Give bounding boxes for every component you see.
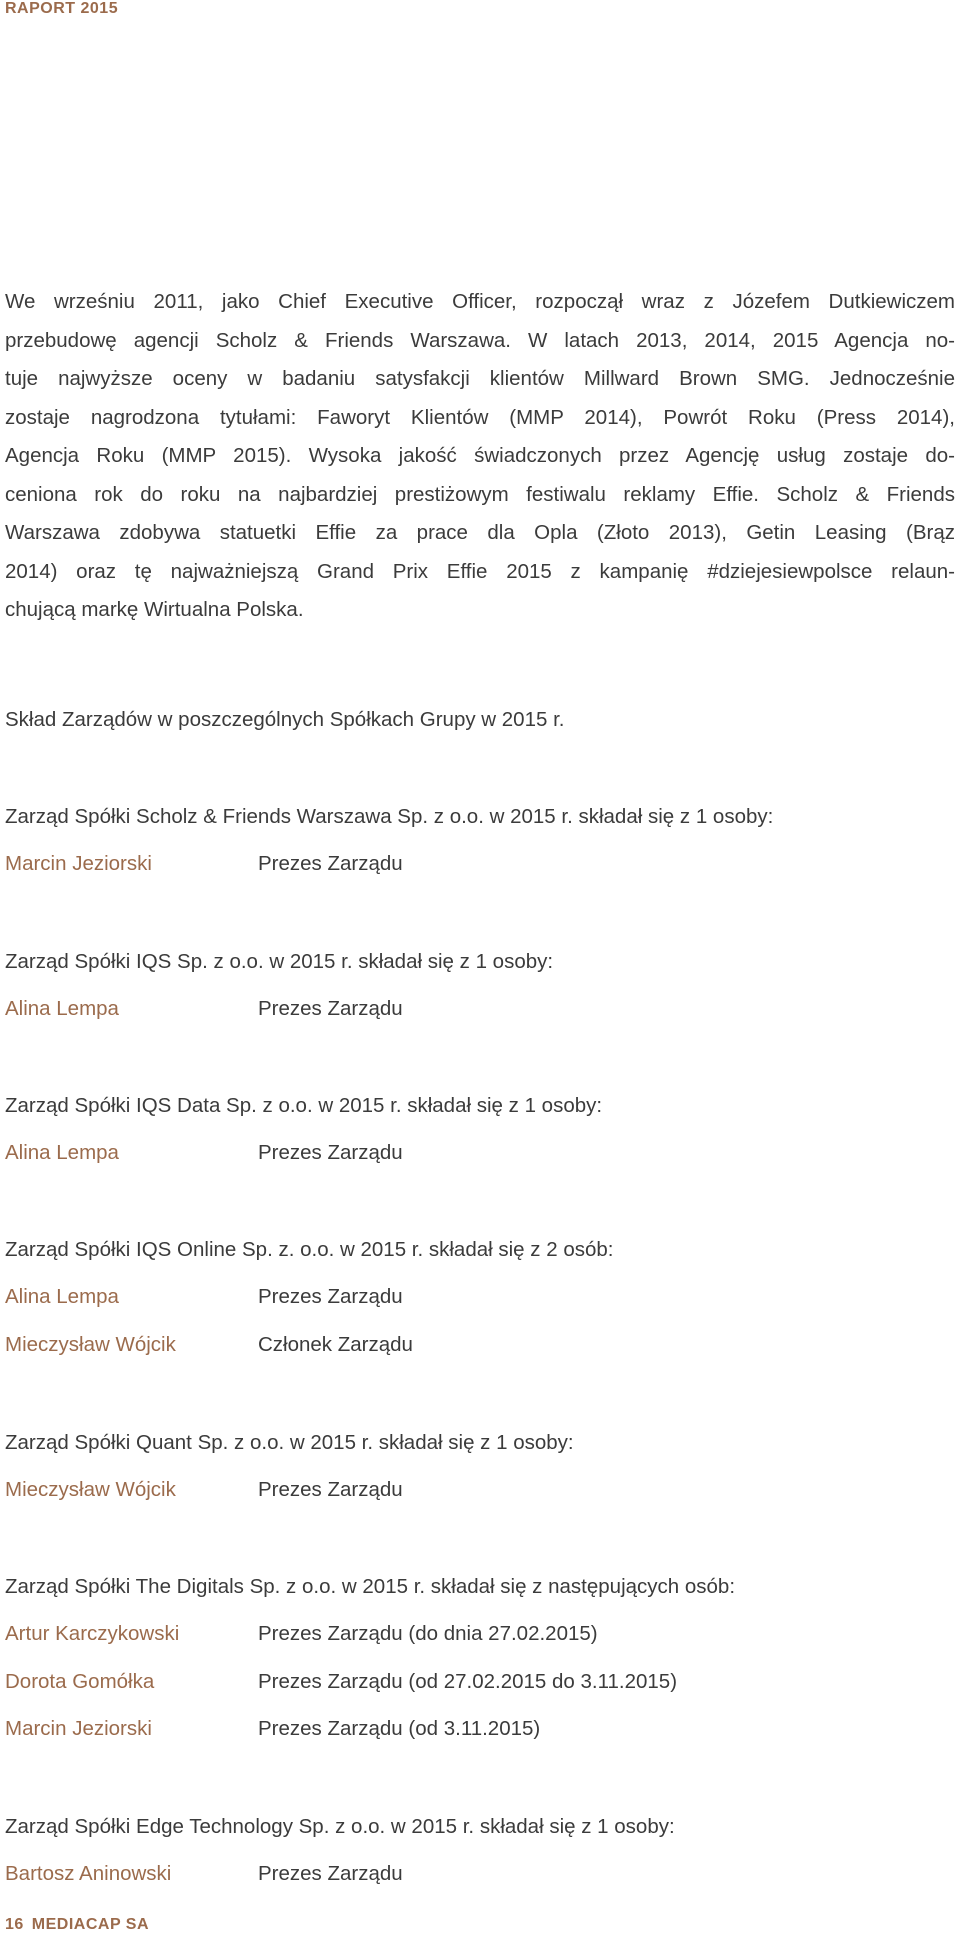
intro-paragraph [5,283,955,630]
member-role: Prezes Zarządu [258,1862,403,1885]
member-role: Prezes Zarządu [258,1285,403,1308]
intro-line: tuje najwyższe oceny w badaniu satysfakcji klientów Millward Brown SMG. Jednocześnie [5,367,955,390]
intro-line: Agencja Roku (MMP 2015). Wysoka jakość świadczonych przez Agencję usług zostaje do- [5,444,955,467]
board-title: Zarząd Spółki IQS Data Sp. z o.o. w 2015 r. składał się z 1 osoby: [5,1094,603,1117]
page-footer [5,1916,149,1934]
member-name: Dorota Gomółka [5,1670,155,1693]
member-role: Prezes Zarządu (do dnia 27.02.2015) [258,1622,598,1645]
member-role: Prezes Zarządu (od 27.02.2015 do 3.11.2015) [258,1670,678,1693]
report-header: RAPORT 2015 [5,0,119,17]
intro-line: 2014) oraz tę najważniejszą Grand Prix Effie 2015 z kampanię #dziejesiewpolsce relaun- [5,559,955,583]
member-name: Alina Lempa [5,997,119,1020]
board-title: Zarząd Spółki Quant Sp. z o.o. w 2015 r. składał się z 1 osoby: [5,1431,574,1454]
member-name: Marcin Jeziorski [5,1717,152,1740]
intro-line: Warszawa zdobywa statuetki Effie za prace dla Opla (Złoto 2013), Getin Leasing (Brąz [5,521,955,544]
member-role: Prezes Zarządu [258,1141,403,1164]
intro-line: przebudowę agencji Scholz & Friends Warszawa. W latach 2013, 2014, 2015 Agencja no- [5,328,955,352]
member-name: Artur Karczykowski [5,1622,180,1645]
intro-line: zostaje nagrodzona tytułami: Faworyt Klientów (MMP 2014), Powrót Roku (Press 2014), [5,405,955,429]
member-role: Członek Zarządu [258,1333,413,1356]
intro-line: ceniona rok do roku na najbardziej prestiżowym festiwalu reklamy Effie. Scholz & Friends [5,482,955,506]
member-role: Prezes Zarządu [258,852,403,875]
member-role: Prezes Zarządu (od 3.11.2015) [258,1717,541,1740]
board-title: Zarząd Spółki Scholz & Friends Warszawa Sp. z o.o. w 2015 r. składał się z 1 osoby: [5,805,774,828]
intro-line: We wrześniu 2011, jako Chief Executive Officer, rozpoczął wraz z Józefem Dutkiewiczem [5,290,955,313]
board-title: Zarząd Spółki The Digitals Sp. z o.o. w 2015 r. składał się z następujących osób: [5,1575,736,1598]
member-role: Prezes Zarządu [258,1478,403,1501]
intro-line: chującą markę Wirtualna Polska. [5,598,304,621]
member-name: Bartosz Aninowski [5,1862,172,1885]
member-role: Prezes Zarządu [258,997,403,1020]
member-name: Alina Lempa [5,1285,119,1308]
section-heading: Skład Zarządów w poszczególnych Spółkach Grupy w 2015 r. [5,708,565,731]
board-title: Zarząd Spółki IQS Sp. z o.o. w 2015 r. składał się z 1 osoby: [5,950,554,973]
board-title: Zarząd Spółki Edge Technology Sp. z o.o. w 2015 r. składał się z 1 osoby: [5,1815,675,1838]
page-number: 16 [5,1916,24,1933]
board-title: Zarząd Spółki IQS Online Sp. z. o.o. w 2015 r. składał się z 2 osób: [5,1238,614,1261]
member-name: Mieczysław Wójcik [5,1478,176,1501]
member-name: Alina Lempa [5,1141,119,1164]
member-name: Mieczysław Wójcik [5,1333,176,1356]
company-name: MEDIACAP SA [31,1916,150,1933]
member-name: Marcin Jeziorski [5,852,152,875]
